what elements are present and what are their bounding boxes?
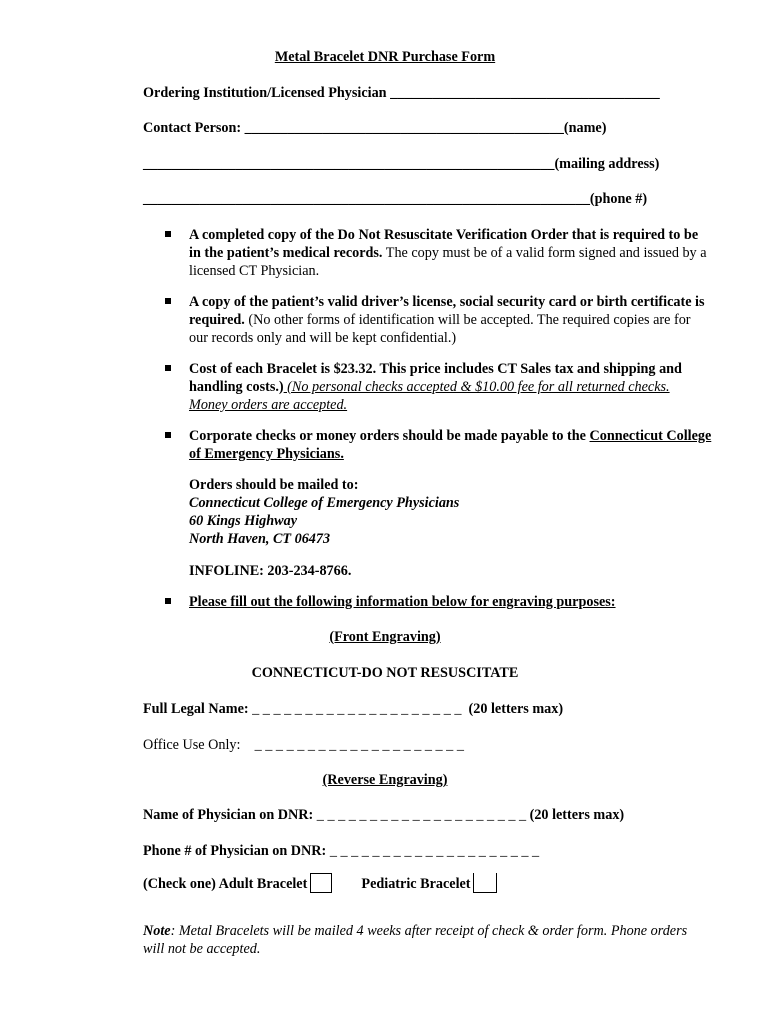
bullet-icon [165,298,171,304]
bullet-payable [189,427,719,463]
bullet-engraving: Please fill out the following information below for engraving purposes: [189,594,616,610]
bullet-dnr-order-bold: A completed copy of the Do Not Resuscitate Verification Order that is required to be in the patient’s medical records. [189,227,699,261]
bracelet-type-prefix: (Check one) [143,876,216,892]
ordering-row [143,84,660,102]
note-label: Note [143,923,171,939]
full-name-suffix: (20 letters max) [468,701,564,717]
full-name-field[interactable]: _ _ _ _ _ _ _ _ _ _ _ _ _ _ _ _ _ _ _ _ [252,701,462,717]
mailing-row [143,155,659,173]
mailing-field[interactable]: __________________________________________________________ [143,156,555,172]
mailto-line2: 60 Kings Highway [189,513,298,529]
adult-bracelet-checkbox[interactable] [310,873,332,893]
office-label: Office Use Only: [143,737,241,753]
bullet-payable-payee: Connecticut College of Emergency Physicians. [189,428,712,462]
bullet-cost [189,360,709,414]
bullet-icon [165,365,171,371]
bullet-icon [165,432,171,438]
adult-bracelet-label: Adult Bracelet [218,876,308,892]
pediatric-bracelet-label: Pediatric Bracelet [361,876,471,892]
mailto-heading: Orders should be mailed to: [189,477,359,493]
bullet-payable-bold: Corporate checks or money orders should be made payable to the [189,428,590,444]
front-engraving-text: CONNECTICUT-DO NOT RESUSCITATE [251,665,519,681]
bullet-icon [165,598,171,604]
mailto-line1: Connecticut College of Emergency Physicians [189,495,460,511]
note [143,922,703,958]
physician-phone-field[interactable]: _ _ _ _ _ _ _ _ _ _ _ _ _ _ _ _ _ _ _ _ [329,843,540,859]
contact-field[interactable]: _____________________________________________ [244,120,564,136]
mailto-line3: North Haven, CT 06473 [189,531,331,547]
ordering-label: Ordering Institution/Licensed Physician [143,85,387,101]
phone-row [143,190,647,208]
bullet-cost-bold: Cost of each Bracelet is $23.32. This price includes CT Sales tax and shipping and handling costs.) [189,361,682,395]
bullet-cost-italic: (No personal checks accepted & $10.00 fee for all returned checks. Money orders are accepted. [189,379,670,413]
form-title: Metal Bracelet DNR Purchase Form [274,49,496,65]
office-row [143,736,464,754]
bracelet-type-row [143,873,497,893]
full-name-row [143,700,563,718]
physician-name-label: Name of Physician on DNR: [143,807,314,823]
front-engraving-heading: (Front Engraving) [329,629,441,645]
full-name-label: Full Legal Name: [143,701,249,717]
office-field[interactable]: _ _ _ _ _ _ _ _ _ _ _ _ _ _ _ _ _ _ _ _ [254,737,464,753]
reverse-engraving-heading: (Reverse Engraving) [322,772,448,788]
phone-field[interactable]: _______________________________________________________________ [143,191,590,207]
physician-name-field[interactable]: _ _ _ _ _ _ _ _ _ _ _ _ _ _ _ _ _ _ _ _ [316,807,527,823]
phone-suffix: (phone #) [589,191,648,207]
contact-row [143,119,606,137]
bullet-dnr-order-text: The copy must be of a valid form signed and issued by a licensed CT Physician. [189,245,707,279]
bullet-identification-bold: A copy of the patient’s valid driver’s license, social security card or birth certificate is required. [189,294,705,328]
note-text: : Metal Bracelets will be mailed 4 weeks after receipt of check & order form. Phone orders will not be accepted. [143,923,688,957]
physician-name-row [143,806,624,824]
bullet-identification-text: (No other forms of identification will be accepted. The required copies are for our records only and will be kept confidential.) [189,312,691,346]
ordering-field[interactable]: ______________________________________ [390,85,660,101]
bullet-identification [189,293,709,347]
bullet-icon [165,231,171,237]
physician-name-suffix: (20 letters max) [529,807,625,823]
physician-phone-row [143,842,539,860]
contact-label: Contact Person: [143,120,242,136]
physician-phone-label: Phone # of Physician on DNR: [143,843,327,859]
pediatric-bracelet-checkbox[interactable] [473,873,497,893]
bullet-dnr-order [189,226,709,280]
infoline: INFOLINE: 203-234-8766. [189,563,352,579]
contact-suffix: (name) [563,120,607,136]
mailing-suffix: (mailing address) [554,156,660,172]
